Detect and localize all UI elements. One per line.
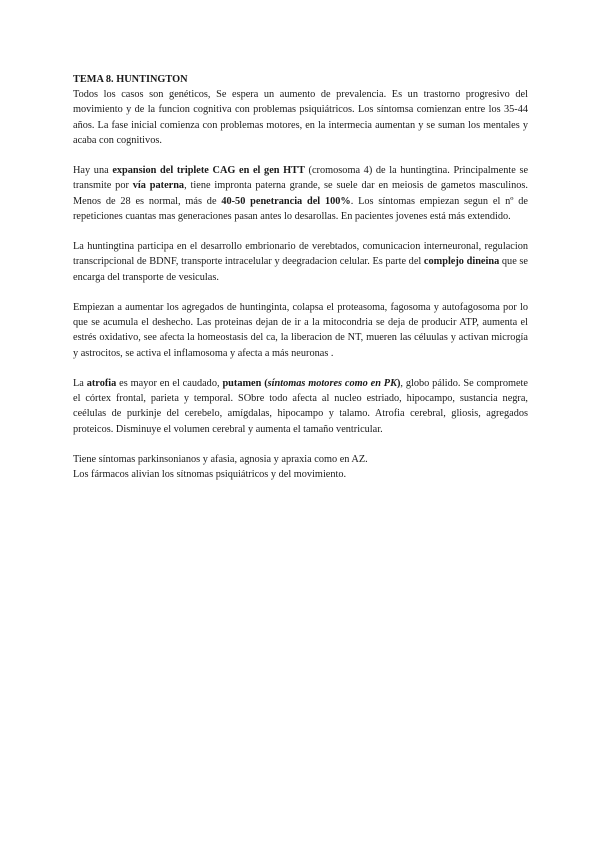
paragraph-pathogenesis: Empiezan a aumentar los agregados de huntinginta, colapsa el proteasoma, fagosoma y autofagosoma por lo que se acumula el deshecho. Las proteinas dejan de ir a la mitocondria se deja de producir ATP, aumenta el estrés oxidativo, see afecta la homeostasis del ca, la liberacion de NT, mueren las céluulas y activan microgía y astrocitos, se activa el inflamosoma y afecta a más neuronas .	[73, 302, 528, 359]
paragraph-huntingtin-function	[73, 239, 528, 285]
bold-segment: atrofia	[86, 378, 117, 389]
text-segment: La	[73, 378, 87, 389]
bold-segment: )	[396, 378, 401, 389]
paragraph-symptoms	[73, 452, 528, 482]
bold-segment: 40-50 penetrancia del 100%	[221, 195, 351, 207]
bold-italic-segment	[268, 378, 397, 389]
document-page	[73, 72, 528, 498]
text-segment: , tiene impronta paterna grande, se suele dar en meiosis de gametos masculinos. Menos de 28 es normal, más de	[73, 180, 528, 207]
text-segment: Hay una	[73, 165, 113, 177]
paragraph-intro: Todos los casos son genéticos, Se espera un aumento de prevalencia. Es un trastorno progresivo del movimiento y de la funcion cognitiva con problemas psiquiátricos. Los síntomsa comienzan entre los 35-44 años. La fase inicial comienza con problemas motores, en la intermecia aumentan y se suman los mentales y acaba con cognitivos.	[73, 89, 528, 146]
text-segment: La huntingtina participa en el desarrollo embrionario de verebtados, comunicacion interneuronal, regulacion transcripcional de BDNF, transporte intracelular y deegradacion celular. Es parte del	[73, 241, 528, 268]
treatment-line: Los fármacos alivian los sítnomas psiquiátricos y del movimiento.	[73, 469, 347, 481]
text-segment: (cromosoma 4) de la huntingtina. Principalmente se transmite por	[73, 165, 529, 192]
bold-segment: complejo dineina	[423, 256, 500, 268]
symptoms-line: Tiene síntomas parkinsonianos y afasia, agnosia y apraxia como en AZ.	[73, 454, 368, 465]
paragraph-genetics	[73, 163, 528, 224]
bold-segment: putamen (	[222, 378, 268, 389]
document-title: TEMA 8. HUNTINGTON	[73, 74, 188, 85]
paragraph-atrophy	[73, 376, 528, 437]
italic-segment: síntomas motores como en PK	[267, 378, 397, 389]
text-segment: , globo pálido. Se compromete el córtex frontal, parieta y temporal. SObre todo afecta al nucleo estriado, hipocampo, sustancia negra, ceélulas de purkinje del cerebelo, amígdalas, hipocampo y talamo. Atrofia cerebral, gliosis, agregados proteicos. Disminuye el volumen cerebral y aumenta el tamaño ventricular.	[73, 378, 528, 435]
text-segment: . Los síntomas empiezan segun el nº de repeticiones cuantas mas generaciones pasan antes lo desarollas. En pacientes jovenes está más extendido.	[73, 195, 528, 222]
text-segment: que se encarga del transporte de vesiculas.	[73, 256, 528, 283]
text-segment: es mayor en el caudado,	[116, 378, 223, 389]
bold-segment: expansion del triplete CAG en el gen HTT	[112, 165, 305, 177]
bold-segment: vía paterna	[132, 180, 185, 192]
